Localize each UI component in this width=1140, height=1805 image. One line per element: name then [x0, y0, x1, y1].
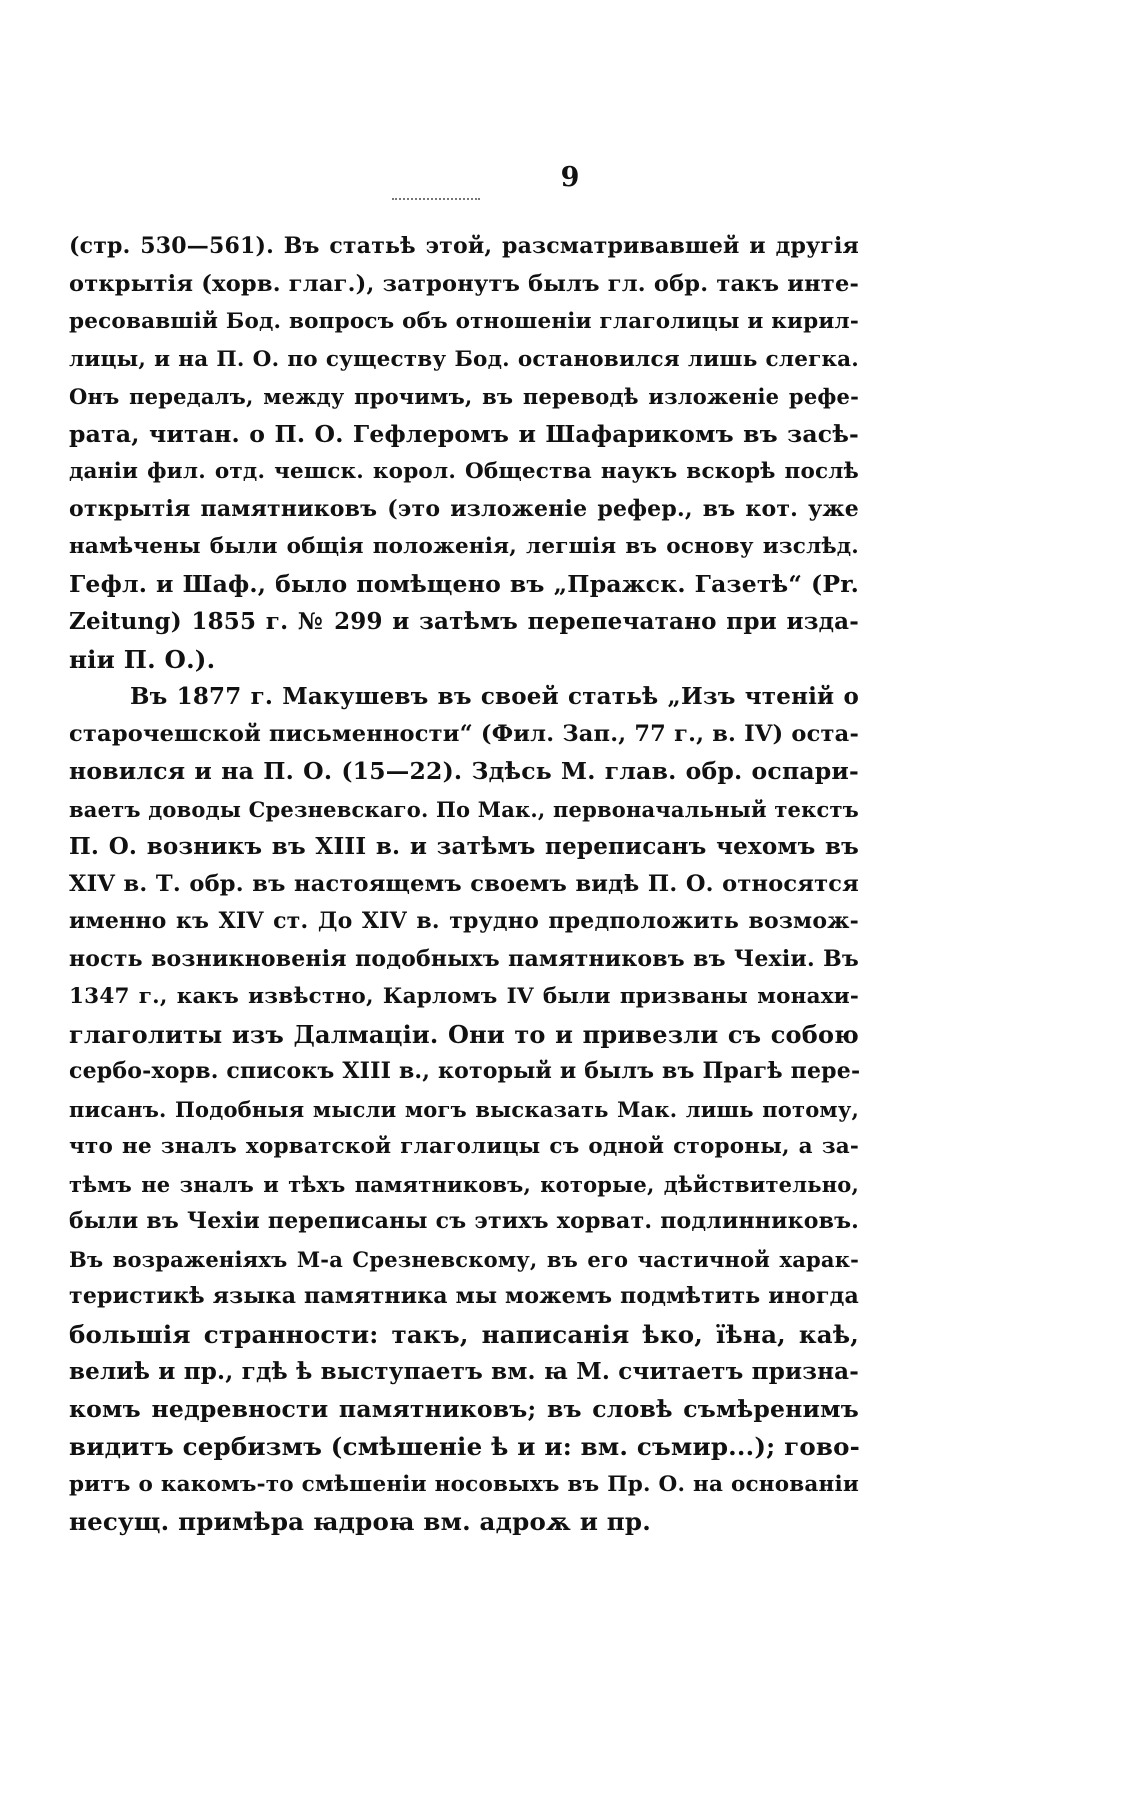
text-line: глаголиты изъ Далмаціи. Они то и привезли съ собою [69, 1019, 859, 1049]
text-line: Въ возраженіяхъ М-а Срезневскому, въ его частичной харак- [69, 1246, 859, 1272]
text-line: 1347 г., какъ извѣстно, Карломъ IV были призваны монахи- [69, 984, 859, 1009]
text-line: П. О. возникъ въ XIII в. и затѣмъ переписанъ чехомъ въ [69, 833, 859, 860]
text-line: намѣчены были общія положенія, легшія въ основу изслѣд. [69, 534, 859, 559]
text-line: Zeitung) 1855 г. № 299 и затѣмъ перепечатано при изда- [69, 608, 859, 635]
text-line: старочешской письменности“ (Фил. Зап., 77 г., в. IV) оста- [69, 720, 859, 747]
text-line: теристикѣ языка памятника мы можемъ подмѣтить иногда [69, 1283, 859, 1309]
body-text [69, 228, 859, 1541]
text-line: большія странности: такъ, написанія ѣко, їѣна, каѣ, [69, 1319, 859, 1349]
text-line: писанъ. Подобныя мысли могъ высказать Мак. лишь потому, [69, 1096, 859, 1122]
text-line: открытія (хорв. глаг.), затронутъ былъ гл. обр. такъ инте- [69, 270, 859, 297]
text-line: сербо-хорв. списокъ XIII в., который и былъ въ Прагѣ пере- [69, 1058, 861, 1084]
text-line: открытія памятниковъ (это изложеніе рефер., въ кот. уже [69, 495, 859, 522]
text-line: велиѣ и пр., гдѣ ѣ выступаетъ вм. ꙗ М. считаетъ призна- [69, 1358, 860, 1385]
text-line: Гефл. и Шаф., было помѣщено въ „Пражск. Газетѣ“ (Pr. [69, 569, 859, 598]
paragraph [69, 678, 859, 1541]
text-line: рата, читан. о П. О. Гефлеромъ и Шафарикомъ въ засѣ- [69, 419, 859, 448]
text-line: XIV в. Т. обр. въ настоящемъ своемъ видѣ П. О. относятся [69, 870, 859, 897]
text-line: тѣмъ не зналъ и тѣхъ памятниковъ, которые, дѣйствительно, [69, 1171, 859, 1197]
text-line: даніи фил. отд. чешск. корол. Общества наукъ вскорѣ послѣ [69, 459, 859, 484]
text-line: ніи П. О.). [69, 644, 216, 674]
page-number: 9 [560, 162, 580, 193]
text-line: ресовавшій Бод. вопросъ объ отношеніи глаголицы и кирил- [69, 309, 859, 334]
text-line: новился и на П. О. (15—22). Здѣсь М. глав. обр. оспари- [69, 757, 859, 785]
text-line: несущ. примѣра ꙗдроꙗ вм. адроѫ и пр. [69, 1507, 651, 1536]
text-line: лицы, и на П. О. по существу Бод. остановился лишь слегка. [69, 346, 859, 372]
text-line: ность возникновенія подобныхъ памятниковъ въ Чехіи. Въ [69, 945, 859, 972]
text-line: что не зналъ хорватской глаголицы съ одной стороны, а за- [69, 1134, 859, 1159]
text-line: Онъ передалъ, между прочимъ, въ переводѣ изложеніе рефе- [69, 384, 859, 409]
text-line: (стр. 530—561). Въ статьѣ этой, разсматривавшей и другія [69, 233, 859, 259]
text-line: Въ 1877 г. Макушевъ въ своей статьѣ „Изъ чтеній о [130, 683, 859, 710]
text-line: ритъ о какомъ-то смѣшеніи носовыхъ въ Пр. О. на основаніи [69, 1471, 859, 1497]
text-line: были въ Чехіи переписаны съ этихъ хорват. подлинниковъ. [69, 1208, 859, 1234]
text-line: комъ недревности памятниковъ; въ словѣ съмѣренимъ [69, 1394, 859, 1423]
paragraph [69, 228, 859, 678]
text-line: видитъ сербизмъ (смѣшеніе ѣ и и: вм. съмир...); гово- [69, 1432, 860, 1461]
page-number-rule [392, 198, 480, 200]
text-line: именно къ XIV ст. До XIV в. трудно предположить возмож- [69, 908, 859, 934]
text-line: ваетъ доводы Срезневскаго. По Мак., первоначальный текстъ [69, 796, 859, 822]
